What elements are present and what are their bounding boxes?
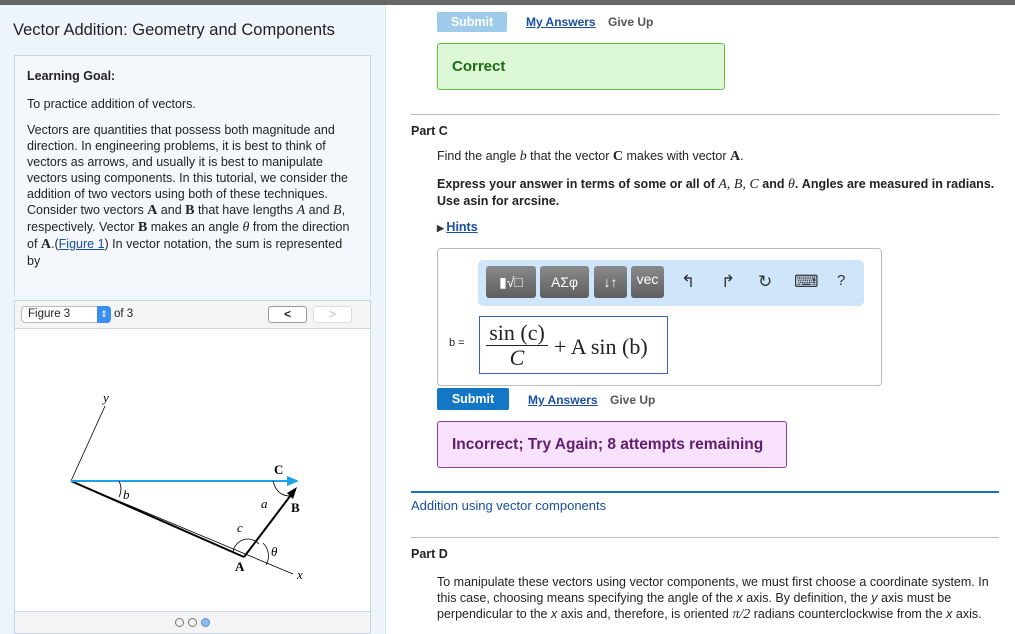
page-dot-1[interactable]	[175, 618, 184, 627]
part-c-label: Part C	[411, 124, 448, 138]
label-A: A	[235, 559, 245, 574]
learning-goal	[14, 55, 371, 295]
give-up-link-c[interactable]: Give Up	[610, 393, 656, 407]
figure-panel	[14, 300, 371, 634]
page-dot-3[interactable]	[201, 618, 210, 627]
label-c: c	[237, 520, 243, 535]
part-c-instructions: Express your answer in terms of some or all of A, B, C and θ. Angles are measured in radians. Use asin for arcsine.	[437, 177, 995, 208]
divider	[411, 114, 999, 115]
reset-icon[interactable]: ↻	[758, 272, 773, 291]
goal-p2: Consider two vectors A and B that have lengths A and B, respectively. Vector B makes an angle θ from the direction of A.(Figure 1) In vector notation, the sum is represented by	[27, 203, 350, 268]
figure-count: of 3	[114, 308, 134, 320]
section-title: Addition using vector components	[411, 498, 607, 513]
templates-button[interactable]: ▮√□	[486, 266, 536, 298]
give-up-link-b[interactable]: Give Up	[608, 15, 654, 29]
label-a: a	[261, 496, 268, 511]
hints-toggle[interactable]	[437, 220, 478, 234]
goal-heading: Learning Goal:	[27, 69, 116, 83]
triangle-right-icon: ▶	[437, 223, 447, 233]
undo-icon[interactable]: ↰	[681, 272, 696, 291]
label-b: b	[123, 487, 130, 502]
figure-header	[15, 301, 370, 329]
top-bar	[0, 0, 1015, 5]
hints-link[interactable]: Hints	[446, 220, 478, 234]
divider	[411, 537, 999, 538]
my-answers-link-b[interactable]: My Answers	[526, 15, 596, 29]
goal-intro: To practice addition of vectors.	[27, 97, 196, 111]
x-axis-label: x	[297, 567, 303, 582]
feedback-incorrect: Incorrect; Try Again; 8 attempts remaining	[437, 421, 787, 468]
label-B: B	[291, 500, 300, 515]
math-toolbar	[478, 260, 864, 306]
part-d-label: Part D	[411, 547, 448, 561]
submit-button-c[interactable]: Submit	[437, 388, 509, 410]
my-answers-link-c[interactable]: My Answers	[528, 393, 598, 407]
figure-1-link[interactable]: Figure 1	[58, 237, 105, 251]
part-c-question: Find the angle b that the vector C makes with vector A.	[437, 149, 744, 164]
part-d-text: To manipulate these vectors using vector components, we must first choose a coordinate system. In this case, choosing means specifying the angle of the x axis. By definition, the y axis must be perpendicular to the x axis and, therefore, is oriented π/2 radians counterclockwise from the x axis.	[437, 575, 989, 622]
keyboard-icon[interactable]: ⌨	[794, 272, 819, 291]
greek-button[interactable]: ΑΣφ	[540, 266, 589, 298]
section-divider	[411, 491, 999, 493]
next-figure-button[interactable]: >	[313, 306, 352, 323]
help-icon[interactable]: ?	[837, 272, 846, 289]
feedback-correct: Correct	[437, 43, 725, 90]
label-C: C	[274, 462, 284, 477]
page-title: Vector Addition: Geometry and Components	[13, 21, 335, 39]
page-dot-2[interactable]	[188, 618, 197, 627]
y-axis-label: y	[103, 390, 109, 405]
vector-diagram	[15, 329, 372, 613]
chevron-updown-icon: ⇕	[97, 306, 111, 323]
submit-button-b[interactable]: Submit	[437, 12, 507, 32]
redo-icon[interactable]: ↱	[721, 272, 736, 291]
label-theta: θ	[271, 544, 278, 559]
vec-button[interactable]: vec	[631, 266, 664, 298]
goal-p1: Vectors are quantities that possess both magnitude and direction. In engineering problems, it is best to think of vectors as arrows, and usually it is best to manipulate vectors using components. In this tutorial, we consider the addition of two vectors using both of these techniques.	[27, 123, 348, 201]
figure-pager	[15, 611, 370, 633]
answer-input[interactable]: sin (c) C + A sin (b)	[479, 316, 668, 374]
prev-figure-button[interactable]: <	[268, 306, 307, 323]
answer-label: b =	[449, 337, 465, 349]
arrows-button[interactable]: ↓↑	[594, 266, 627, 298]
figure-select[interactable]: Figure 3 ⇕	[21, 306, 111, 323]
